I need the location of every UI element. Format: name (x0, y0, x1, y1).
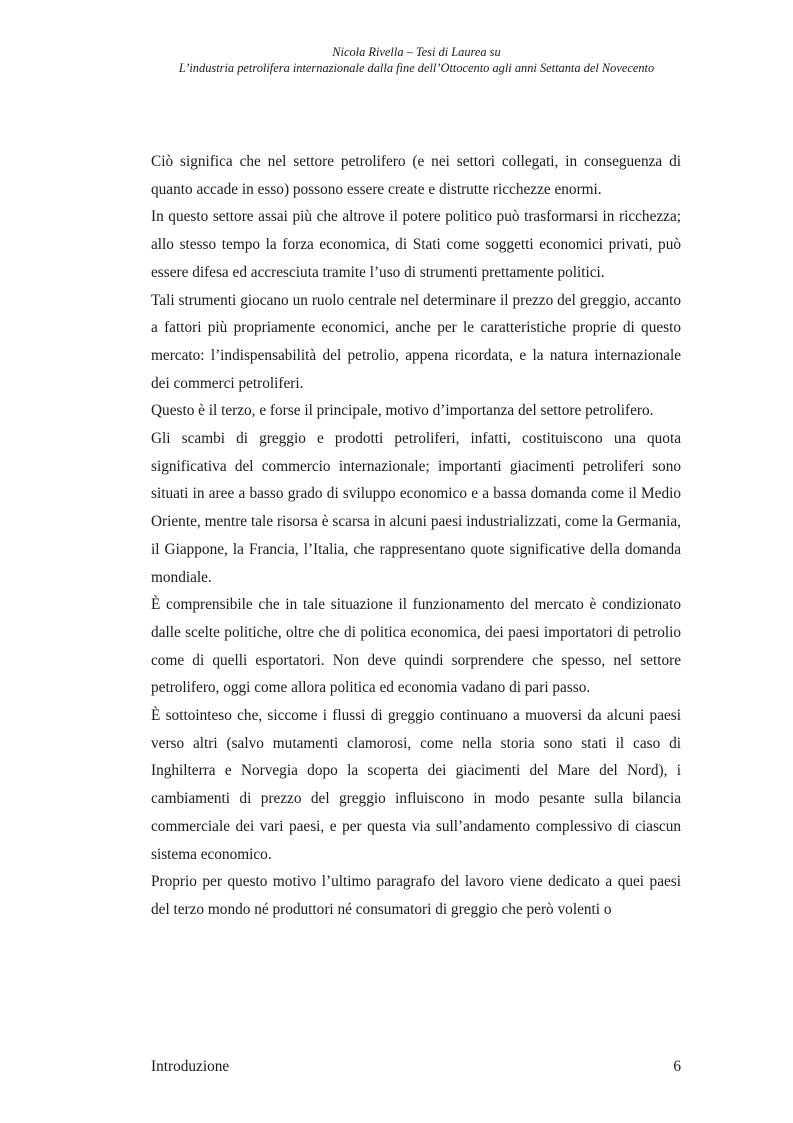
paragraph: È sottointeso che, siccome i flussi di greggio continuano a muoversi da alcuni paesi verso altri (salvo mutamenti clamorosi, come nella storia sono stati il caso di Inghilterra e Norvegia dopo la scoperta dei giacimenti del Mare del Nord), i cambiamenti di prezzo del greggio influiscono in modo pesante sulla bilancia commerciale dei vari paesi, e per questa via sull’andamento complessivo di ciascun sistema economico. (151, 707, 681, 863)
header-title-line: L’industria petrolifera internazionale dalla fine dell’Ottocento agli anni Settanta del Novecento (178, 61, 655, 75)
header-author-line: Nicola Rivella – Tesi di Laurea su (332, 45, 501, 59)
paragraph: In questo settore assai più che altrove il potere politico può trasformarsi in ricchezza; allo stesso tempo la forza economica, di Stati come soggetti economici privati, può essere difesa ed accresciuta tramite l’uso di strumenti prettamente politici. (151, 208, 681, 281)
paragraph: Gli scambi di greggio e prodotti petroliferi, infatti, costituiscono una quota significativa del commercio internazionale; importanti giacimenti petroliferi sono situati in aree a basso grado di sviluppo economico e a bassa domanda come il Medio Oriente, mentre tale risorsa è scarsa in alcuni paesi industrializzati, come la Germania, il Giappone, la Francia, l’Italia, che rappresentano quote significative della domanda mondiale. (151, 430, 681, 586)
paragraph: Proprio per questo motivo l’ultimo paragrafo del lavoro viene dedicato a quei paesi del terzo mondo né produttori né consumatori di greggio che però volenti o (151, 873, 681, 918)
body-text (151, 148, 681, 924)
page-number: 6 (673, 1058, 681, 1075)
footer-section-title: Introduzione (151, 1058, 230, 1075)
running-header (0, 44, 793, 76)
paragraph: Questo è il terzo, e forse il principale, motivo d’importanza del settore petrolifero. (151, 402, 654, 420)
paragraph: È comprensibile che in tale situazione il funzionamento del mercato è condizionato dalle scelte politiche, oltre che di politica economica, dei paesi importatori di petrolio come di quelli esportatori. Non deve quindi sorprendere che spesso, nel settore petrolifero, oggi come allora politica ed economia vadano di pari passo. (151, 596, 681, 697)
paragraph: Tali strumenti giocano un ruolo centrale nel determinare il prezzo del greggio, accanto a fattori più propriamente economici, anche per le caratteristiche proprie di questo mercato: l’indispensabilità del petrolio, appena ricordata, e la natura internazionale dei commerci petroliferi. (151, 291, 681, 392)
paragraph: Ciò significa che nel settore petrolifero (e nei settori collegati, in conseguenza di quanto accade in esso) possono essere create e distrutte ricchezze enormi. (151, 153, 681, 198)
